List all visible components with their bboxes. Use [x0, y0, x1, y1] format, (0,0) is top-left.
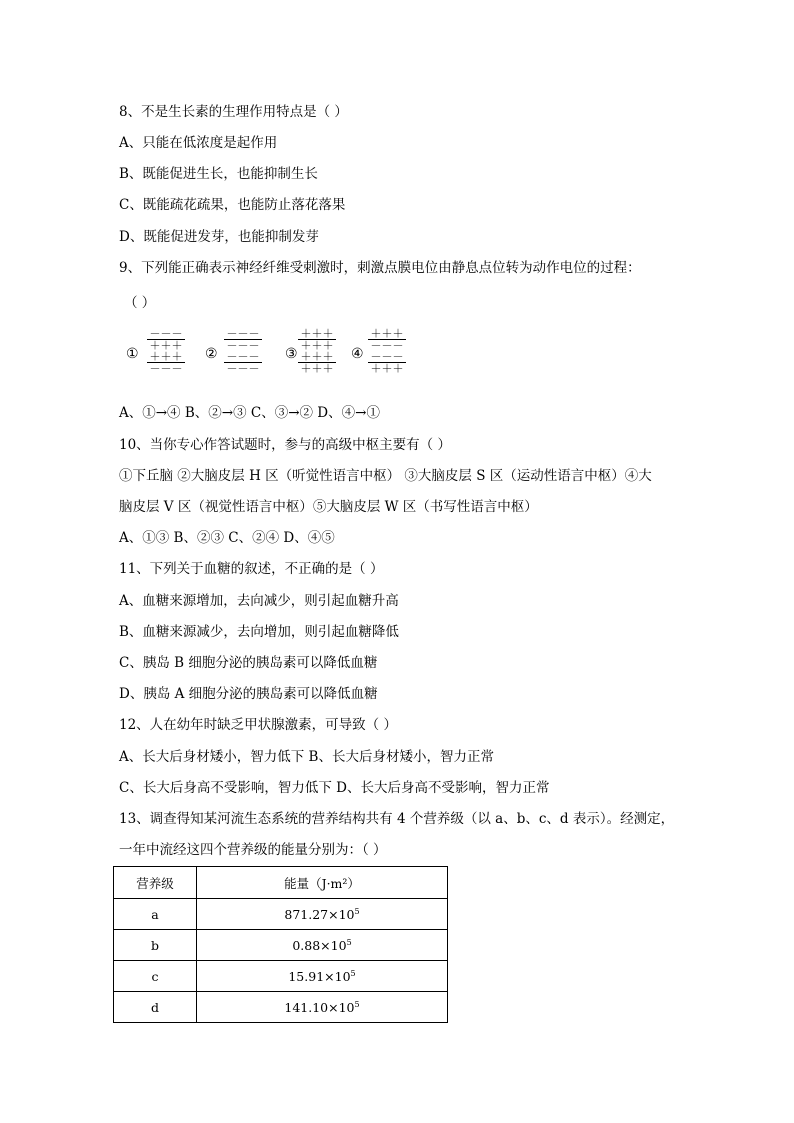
q12-stem: 12、人在幼年时缺乏甲状腺激素，可导致（ ）	[119, 717, 397, 733]
diagram-4-lower-mid-row: －－－	[370, 350, 404, 363]
energy-table	[113, 866, 448, 1023]
diagram-3-charges	[297, 328, 337, 374]
diagram-4-top-row: ＋＋＋	[370, 327, 404, 340]
diagram-2-charges	[223, 328, 263, 374]
table-row	[114, 930, 448, 961]
q9-stem: 9、下列能正确表示神经纤维受刺激时，刺激点膜电位由静息点位转为动作电位的过程：	[119, 260, 641, 276]
level-cell: c	[114, 961, 197, 992]
q10-items-line2: 脑皮层 V 区（视觉性语言中枢）⑤大脑皮层 W 区（书写性语言中枢）	[119, 499, 538, 515]
diagram-1-top-row: －－－	[149, 327, 183, 340]
diagram-4-bottom-row: ＋＋＋	[370, 362, 404, 375]
q12-options-line1: A、长大后身材矮小，智力低下 B、长大后身材矮小，智力正常	[119, 749, 494, 765]
energy-cell: $871.27\times 10^5$	[197, 899, 448, 930]
diagram-2-bottom-row: －－－	[226, 362, 260, 375]
diagram-3-label: ③	[285, 346, 298, 362]
table-header-row	[114, 867, 448, 899]
diagram-4-upper-mid-row: －－－	[370, 339, 404, 352]
level-cell: a	[114, 899, 197, 930]
q8-option-d: D、既能促进发芽，也能抑制发芽	[119, 229, 319, 245]
header-energy: 能量（J·m²）	[197, 867, 448, 899]
diagram-2-label: ②	[205, 346, 218, 362]
diagram-3-lower-mid-row: ＋＋＋	[300, 350, 334, 363]
diagram-3-bottom-row: ＋＋＋	[300, 362, 334, 375]
energy-cell: $15.91\times 10^5$	[197, 961, 448, 992]
q11-stem: 11、下列关于血糖的叙述，不正确的是（ ）	[119, 561, 384, 577]
energy-cell: $141.10\times 10^5$	[197, 992, 448, 1023]
header-level: 营养级	[114, 867, 197, 899]
q10-stem: 10、当你专心作答试题时，参与的高级中枢主要有（ ）	[119, 437, 451, 453]
diagram-1-bottom-row: －－－	[149, 362, 183, 375]
q10-answer-options: A、①③ B、②③ C、②④ D、④⑤	[119, 530, 335, 546]
q13-stem-line2: 一年中流经这四个营养级的能量分别为：（ ）	[119, 842, 387, 858]
table-row	[114, 961, 448, 992]
q10-items-line1: ①下丘脑 ②大脑皮层 H 区（听觉性语言中枢） ③大脑皮层 S 区（运动性语言中枢）④大	[119, 468, 652, 484]
diagram-1-charges	[146, 328, 186, 374]
diagram-2-upper-mid-row: －－－	[226, 339, 260, 352]
q8-option-b: B、既能促进生长，也能抑制生长	[119, 166, 318, 182]
table-row	[114, 899, 448, 930]
level-cell: b	[114, 930, 197, 961]
diagram-2-top-row: －－－	[226, 327, 260, 340]
energy-cell: $0.88\times 10^5$	[197, 930, 448, 961]
diagram-3-upper-mid-row: ＋＋＋	[300, 339, 334, 352]
table-row	[114, 992, 448, 1023]
q8-stem: 8、不是生长素的生理作用特点是（ ）	[119, 104, 348, 120]
diagram-4-label: ④	[351, 346, 364, 362]
q9-answer-paren: （ ）	[124, 295, 156, 311]
q11-option-d: D、胰岛 A 细胞分泌的胰岛素可以降低血糖	[119, 686, 378, 702]
level-cell: d	[114, 992, 197, 1023]
diagram-3-top-row: ＋＋＋	[300, 327, 334, 340]
q13-stem-line1: 13、调查得知某河流生态系统的营养结构共有 4 个营养级（以 a、b、c、d 表示）。经测定，	[119, 811, 675, 827]
diagram-4-charges	[367, 328, 407, 374]
q11-option-a: A、血糖来源增加，去向减少，则引起血糖升高	[119, 593, 399, 609]
diagram-2-lower-mid-row: －－－	[226, 350, 260, 363]
q11-option-b: B、血糖来源减少，去向增加，则引起血糖降低	[119, 624, 399, 640]
diagram-1-label: ①	[126, 346, 139, 362]
diagram-1-upper-mid-row: ＋＋＋	[149, 339, 183, 352]
diagram-1-lower-mid-row: ＋＋＋	[149, 350, 183, 363]
q8-option-a: A、只能在低浓度是起作用	[119, 135, 278, 151]
q12-options-line2: C、长大后身高不受影响，智力低下 D、长大后身高不受影响，智力正常	[119, 780, 550, 796]
q8-option-c: C、既能疏花疏果，也能防止落花落果	[119, 197, 346, 213]
q9-answer-options: A、①→④ B、②→③ C、③→② D、④→①	[119, 405, 380, 421]
q11-option-c: C、胰岛 B 细胞分泌的胰岛素可以降低血糖	[119, 655, 378, 671]
